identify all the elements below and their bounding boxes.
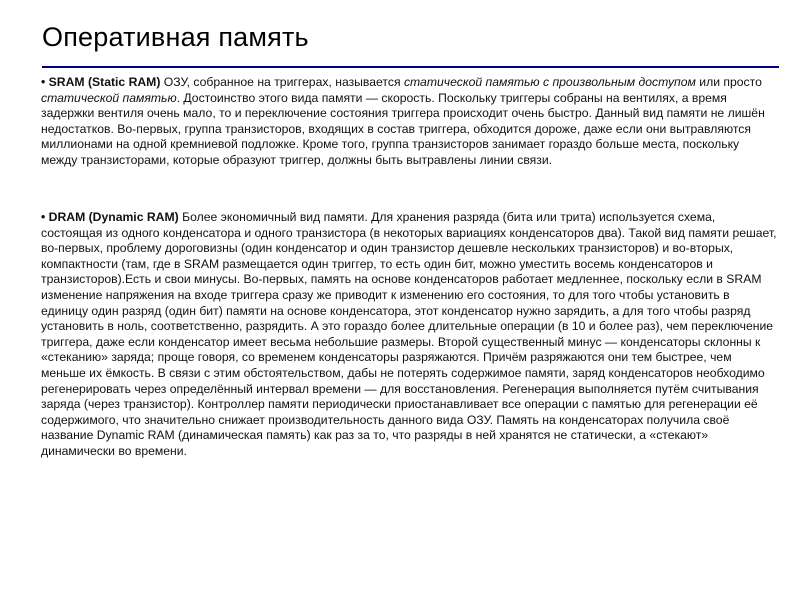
dram-bullet: • xyxy=(41,210,46,224)
sram-text-2: или просто xyxy=(695,75,762,89)
dram-paragraph xyxy=(41,210,777,460)
title-underline xyxy=(42,66,779,68)
sram-italic-1: статической памятью с произвольным доступом xyxy=(403,75,696,89)
sram-paragraph xyxy=(41,75,777,169)
slide-title: Оперативная память xyxy=(42,22,309,52)
sram-text-3: . Достоинство этого вида памяти — скорость. Поскольку триггеры собраны на вентилях, а время задержки вентиля очень мало, то и переключение состояния триггера происходит очень быстро. Данный вид памяти не лишён недостатков. Во-первых, группа транзисторов, входящих в состав триггера, обходится дороже, даже если они вытравляются миллионами на одной кремниевой подложке. Кроме того, группа транзисторов занимает гораздо больше места, поскольку между транзисторами, которые образуют триггер, должны быть вытравлены линии связи. xyxy=(41,90,765,167)
dram-text: Более экономичный вид памяти. Для хранения разряда (бита или трита) используется схема, состоящая из одного конденсатора и одного транзистора (в некоторых вариациях конденсаторов два). Такой вид памяти решает, во-первых, проблему дороговизны (один конденсатор и один транзистор дешевле нескольких транзисторов) и во-вторых, компактности (там, где в SRAM размещается один триггер, то есть один бит, можно уместить восемь конденсаторов и транзисторов).Есть и свои минусы. Во-первых, память на основе конденсаторов работает медленнее, поскольку если в SRAM изменение напряжения на входе триггера сразу же приводит к изменению его состояния, то для того чтобы установить в единицу один разряд (один бит) памяти на основе конденсатора, этот конденсатор нужно зарядить, а для того чтобы разряд установить в ноль, соответственно, разрядить. А это гораздо более длительные операции (в 10 и более раз), чем переключение триггера, даже если конденсатор имеет весьма небольшие размеры. Второй существенный минус — конденсаторы склонны к «стеканию» заряда; проще говоря, со временем конденсаторы разряжаются. Причём разряжаются они тем быстрее, чем меньше их ёмкость. В связи с этим обстоятельством, дабы не потерять содержимое памяти, заряд конденсаторов необходимо регенерировать через определённый интервал времени — для восстановления. Регенерация выполняется путём считывания заряда (через транзистор). Контроллер памяти периодически приостанавливает все операции с памятью для регенерации её содержимого, что значительно снижает производительность данного вида ОЗУ. Память на конденсаторах получила своё название Dynamic RAM (динамическая память) как раз за то, что разряды в ней хранятся не статически, а «стекают» динамически во времени. xyxy=(41,210,777,458)
dram-term: DRAM (Dynamic RAM) xyxy=(48,210,179,224)
sram-italic-2: статической памятью xyxy=(41,90,177,105)
sram-bullet: • xyxy=(41,75,46,89)
sram-text-1: ОЗУ, собранное на триггерах, называется xyxy=(160,75,404,89)
sram-term: SRAM (Static RAM) xyxy=(48,75,161,89)
